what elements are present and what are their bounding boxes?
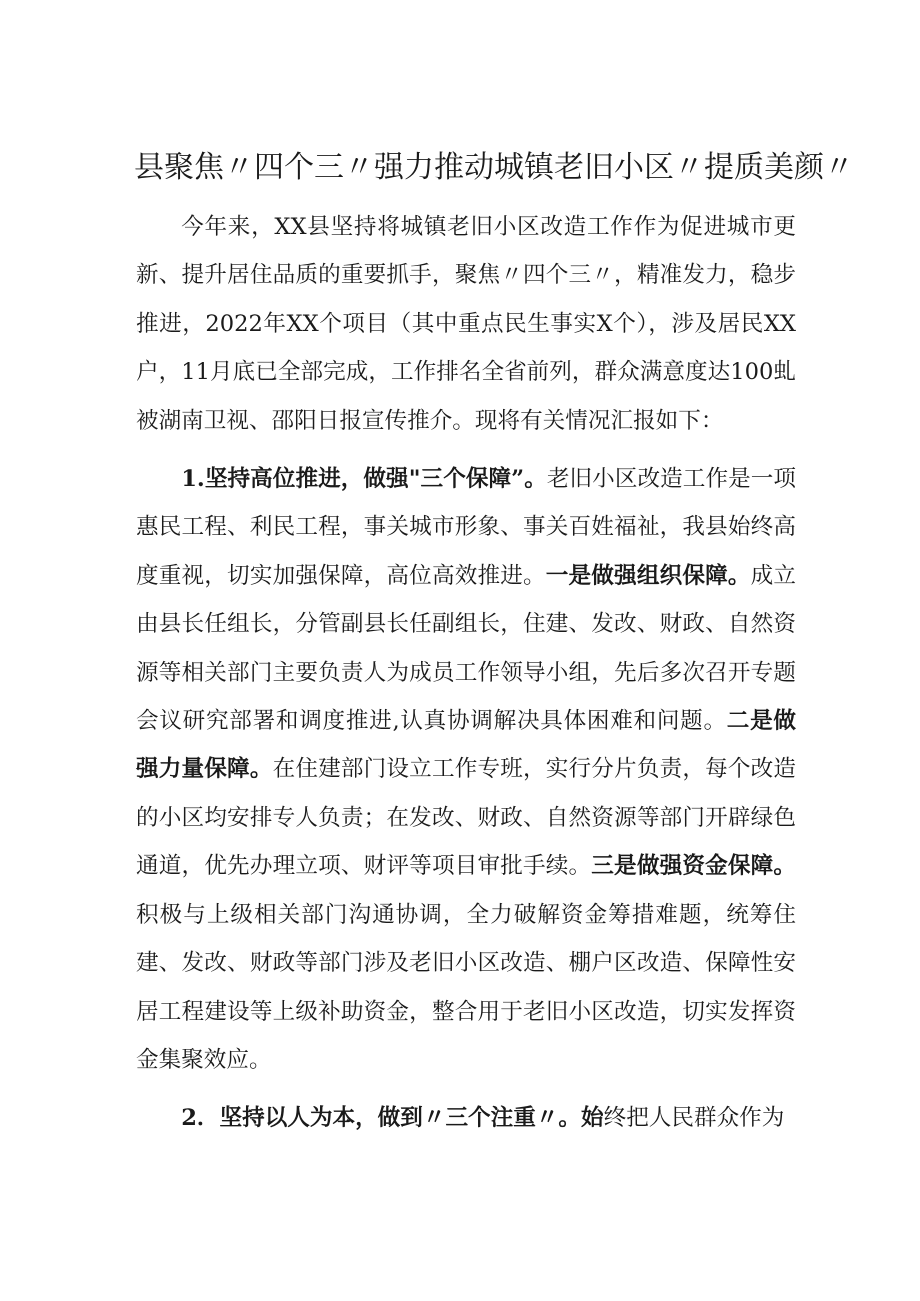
funding-guarantee-heading: 三是做强资金保障。 [591, 853, 797, 880]
document-title: 县聚焦〃四个三〃强力推动城镇老旧小区〃提质美颜〃 [134, 150, 854, 185]
funding-guarantee-text: 积极与上级相关部门沟通协调，全力破解资金筹措难题，统筹住建、发改、财政等部门涉及老旧小区改造、棚户区改造、保障性安居工程建设等上级补助资金，整合用于老旧小区改造，切实发挥资金集聚效应。 [136, 901, 796, 1073]
manpower-guarantee-heading: 二是做强力量保障。 [136, 708, 797, 783]
section-1-heading: 1.坚持高位推进，做强"三个保障”。 [181, 466, 547, 493]
section-1-paragraph [136, 455, 796, 1084]
section-2-paragraph [136, 1094, 796, 1142]
organization-guarantee-heading: 一是做强组织保障。 [545, 562, 751, 589]
manpower-guarantee-text: 在住建部门设立工作专班，实行分片负责，每个改造的小区均安排专人负责；在发改、财政、自然资源等部门开辟绿色通道，优先办理立项、财评等项目审批手续。 [136, 756, 797, 880]
section-2-heading: 2．坚持以人为本，做到〃三个注重〃。始 [181, 1105, 604, 1132]
section-2-text: 终把人民群众作为 [603, 1105, 785, 1132]
section-1-text: 老旧小区改造工作是一项惠民工程、利民工程，事关城市形象、事关百姓福祉，我县始终高度重视，切实加强保障，高位高效推进。 [136, 466, 797, 589]
intro-paragraph: 今年来，XX县坚持将城镇老旧小区改造工作作为促进城市更新、提升居住品质的重要抓手，聚焦〃四个三〃，精准发力，稳步推进，2022年XX个项目（其中重点民生事实X个），涉及居民XX户，11月底已全部完成，工作排名全省前列，群众满意度达100虬被湖南卫视、邵阳日报宣传推介。现将有关情况汇报如下： [136, 214, 796, 434]
organization-guarantee-text: 成立由县长任组长，分管副县长任副组长，住建、发改、财政、自然资源等相关部门主要负责人为成员工作领导小组，先后多次召开专题会议研究部署和调度推进,认真协调解决具体困难和问题。 [136, 562, 797, 735]
document-body [136, 203, 796, 1143]
